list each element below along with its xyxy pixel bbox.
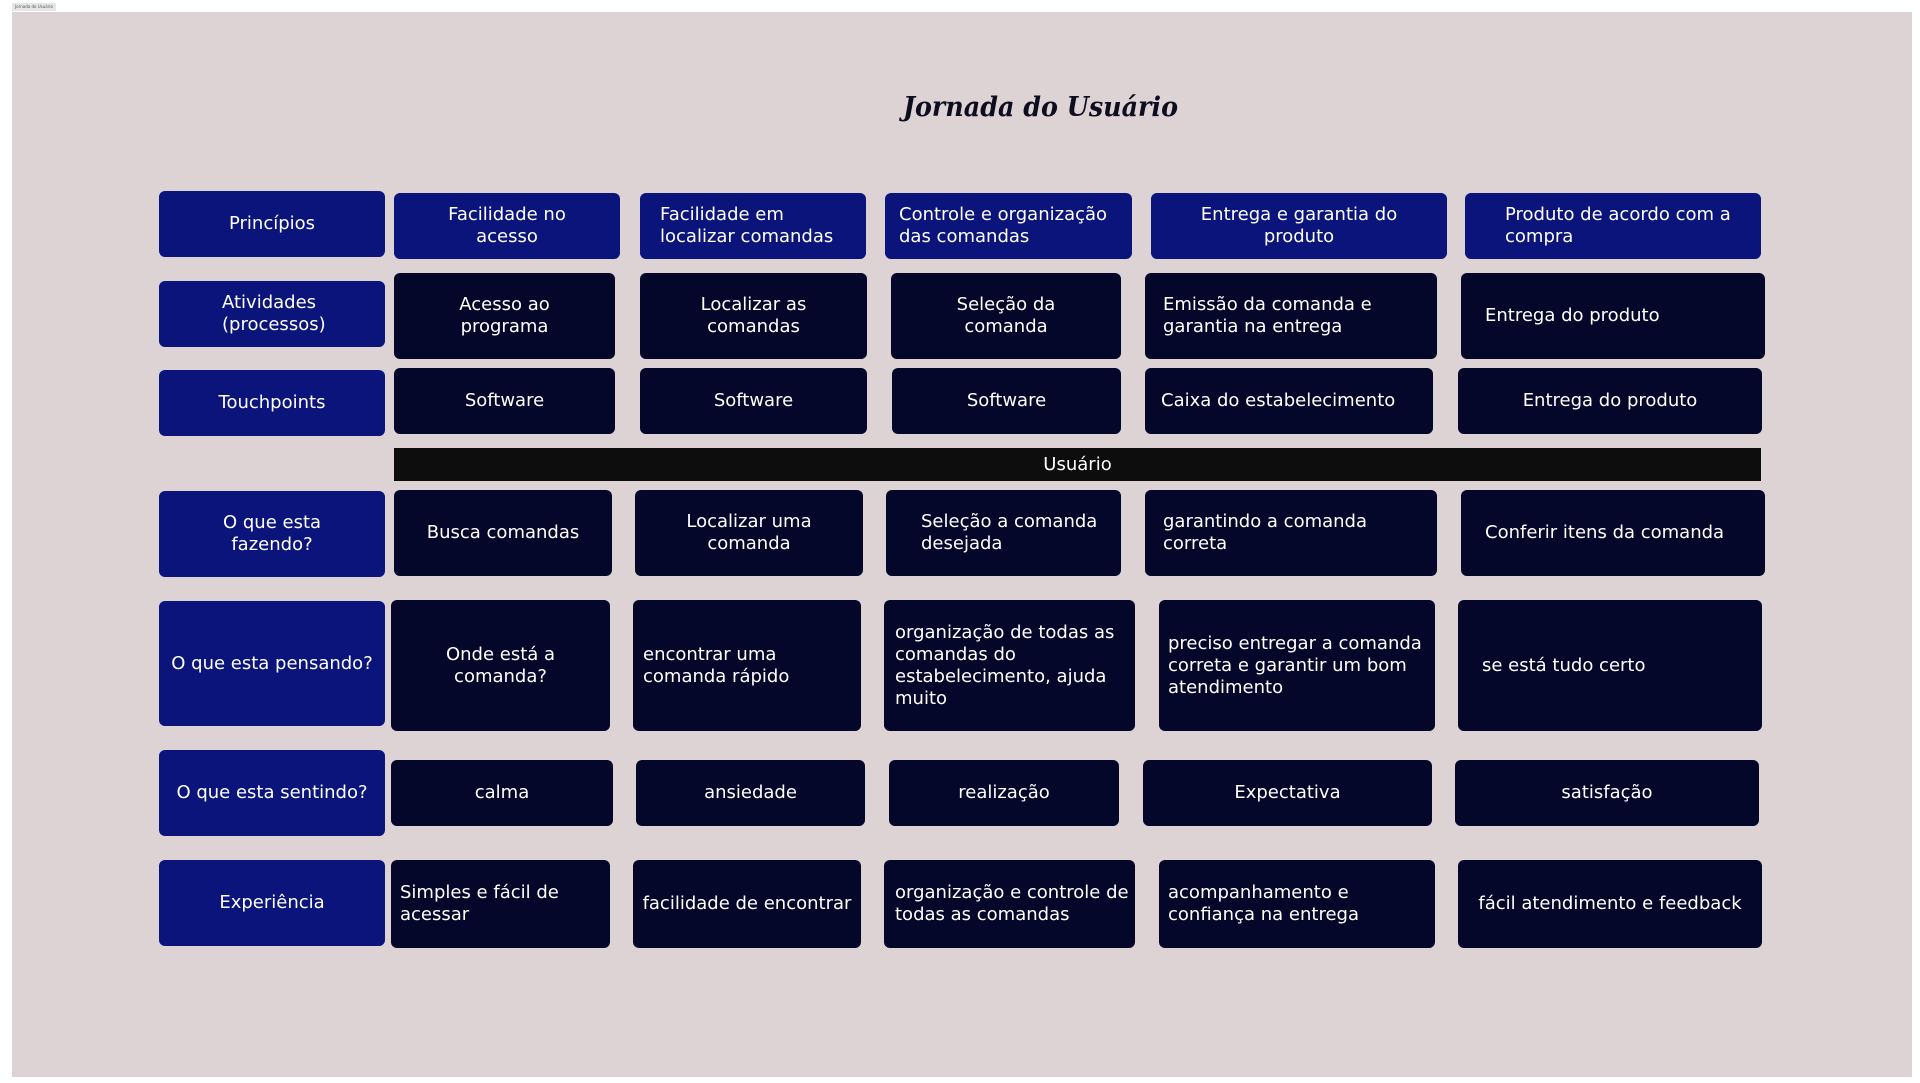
fazendo-card[interactable]: garantindo a comanda correta xyxy=(1145,490,1437,576)
fazendo-card[interactable]: Localizar uma comanda xyxy=(635,490,863,576)
atividade-card[interactable]: Acesso ao programa xyxy=(394,273,615,359)
touchpoint-card[interactable]: Software xyxy=(394,368,615,434)
principio-card[interactable]: Facilidade em localizar comandas xyxy=(640,193,866,259)
row-label-experiencia[interactable]: Experiência xyxy=(159,860,385,946)
principio-card[interactable]: Controle e organização das comandas xyxy=(885,193,1132,259)
sentindo-card[interactable]: Expectativa xyxy=(1143,760,1432,826)
touchpoint-card[interactable]: Entrega do produto xyxy=(1458,368,1762,434)
row-label-touchpoints[interactable]: Touchpoints xyxy=(159,370,385,436)
principio-card[interactable]: Produto de acordo com a compra xyxy=(1465,193,1761,259)
page-title: Jornada do Usuário xyxy=(902,92,1179,123)
row-label-atividades[interactable]: Atividades (processos) xyxy=(159,281,385,347)
pensando-card[interactable]: encontrar uma comanda rápido xyxy=(633,600,861,731)
fazendo-card[interactable]: Conferir itens da comanda xyxy=(1461,490,1765,576)
atividade-card[interactable]: Entrega do produto xyxy=(1461,273,1765,359)
atividade-card[interactable]: Localizar as comandas xyxy=(640,273,867,359)
atividade-card[interactable]: Seleção da comanda xyxy=(891,273,1121,359)
sentindo-card[interactable]: realização xyxy=(889,760,1119,826)
canvas-edge xyxy=(1912,150,1920,1030)
experiencia-card[interactable]: acompanhamento e confiança na entrega xyxy=(1159,860,1435,948)
row-label-fazendo[interactable]: O que esta fazendo? xyxy=(159,491,385,577)
experiencia-card[interactable]: facilidade de encontrar xyxy=(633,860,861,948)
fazendo-card[interactable]: Busca comandas xyxy=(394,490,612,576)
principio-card[interactable]: Entrega e garantia do produto xyxy=(1151,193,1447,259)
touchpoint-card[interactable]: Software xyxy=(892,368,1121,434)
pensando-card[interactable]: preciso entregar a comanda correta e garantir um bom atendimento xyxy=(1159,600,1435,731)
sentindo-card[interactable]: ansiedade xyxy=(636,760,865,826)
atividade-card[interactable]: Emissão da comanda e garantia na entrega xyxy=(1145,273,1437,359)
sentindo-card[interactable]: satisfação xyxy=(1455,760,1759,826)
touchpoint-card[interactable]: Software xyxy=(640,368,867,434)
fazendo-card[interactable]: Seleção a comanda desejada xyxy=(886,490,1121,576)
touchpoint-card[interactable]: Caixa do estabelecimento xyxy=(1145,368,1433,434)
experiencia-card[interactable]: fácil atendimento e feedback xyxy=(1458,860,1762,948)
experiencia-card[interactable]: organização e controle de todas as comandas xyxy=(884,860,1135,948)
sentindo-card[interactable]: calma xyxy=(391,760,613,826)
usuario-bar[interactable]: Usuário xyxy=(394,448,1761,481)
experiencia-card[interactable]: Simples e fácil de acessar xyxy=(391,860,610,948)
row-label-pensando[interactable]: O que esta pensando? xyxy=(159,601,385,726)
pensando-card[interactable]: se está tudo certo xyxy=(1458,600,1762,731)
principio-card[interactable]: Facilidade no acesso xyxy=(394,193,620,259)
pensando-card[interactable]: organização de todas as comandas do estabelecimento, ajuda muito xyxy=(884,600,1135,731)
row-label-sentindo[interactable]: O que esta sentindo? xyxy=(159,750,385,836)
row-label-principios[interactable]: Princípios xyxy=(159,191,385,257)
frame-label[interactable]: Jornada do Usuário xyxy=(12,3,56,11)
pensando-card[interactable]: Onde está a comanda? xyxy=(391,600,610,731)
